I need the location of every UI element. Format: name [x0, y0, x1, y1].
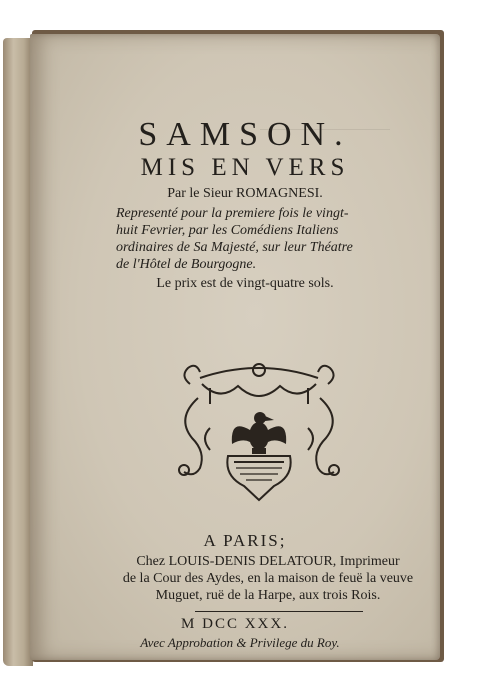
imprint-block: [82, 553, 454, 604]
book-subtitle: MIS EN VERS: [140, 154, 350, 181]
eagle-vignette-icon: [170, 358, 348, 506]
price-line: Le prix est de vingt-quatre sols.: [156, 276, 334, 291]
performance-line: de l'Hôtel de Bourgogne.: [116, 257, 257, 272]
performance-line: huit Fevrier, par les Comédiens Italiens: [116, 223, 339, 238]
title-page: [30, 34, 440, 660]
publication-date: M DCC XXX.: [181, 616, 289, 632]
imprint-line: de la Cour des Aydes, en la maison de feuë la veuve: [122, 571, 414, 586]
performance-line: Representé pour la premiere fois le vingt-: [116, 206, 349, 221]
performance-line: ordinaires de Sa Majesté, sur leur Théatre: [116, 240, 353, 255]
imprint-line: Muguet, ruë de la Harpe, aux trois Rois.: [155, 588, 381, 603]
approbation-line: Avec Approbation & Privilege du Roy.: [140, 635, 340, 650]
book-title: SAMSON.: [138, 116, 352, 153]
author-line: Par le Sieur ROMAGNESI.: [167, 186, 323, 201]
performance-note: [116, 205, 456, 273]
imprint-city: A PARIS;: [203, 531, 287, 550]
imprint-line: Chez LOUIS-DENIS DELATOUR, Imprimeur: [136, 554, 400, 569]
divider-rule: [195, 611, 363, 612]
book-spine: [3, 38, 33, 666]
